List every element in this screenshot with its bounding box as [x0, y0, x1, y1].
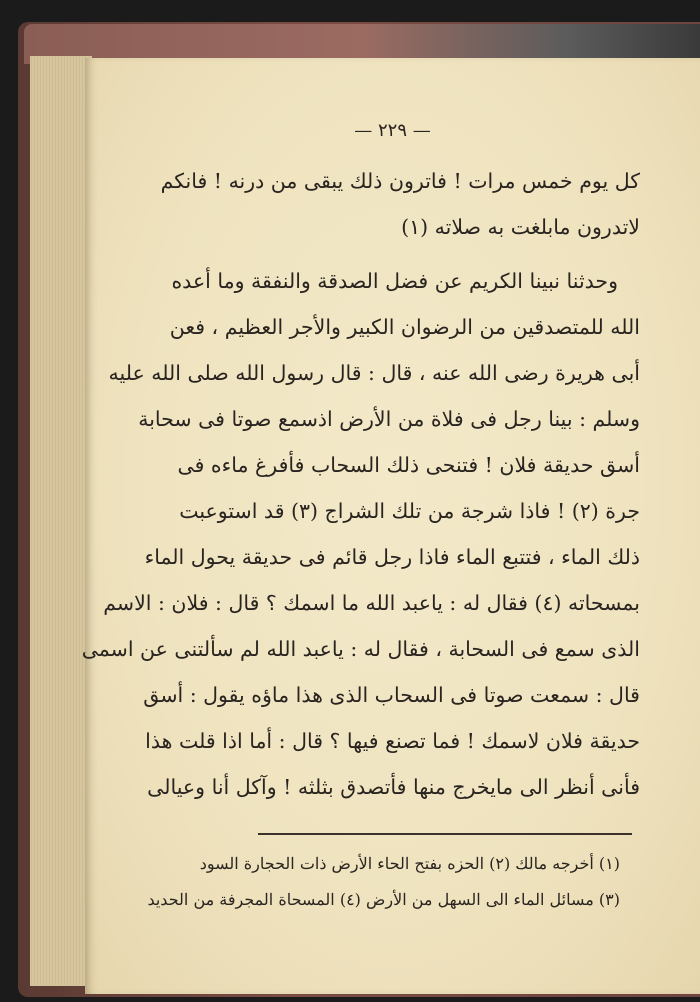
footnote-line: (٣) مسائل الماء الى السهل من الأرض (٤) المسحاة المجرفة من الحديد	[147, 890, 620, 909]
text-line: فأنى أنظر الى مايخرج منها فأتصدق بثلثه ! وآكل أنا وعيالى	[147, 775, 640, 799]
text-line: بمسحاته (٤) فقال له : ياعبد الله ما اسمك ؟ قال : فلان : الاسم	[103, 591, 640, 615]
text-line: الذى سمع فى السحابة ، فقال له : ياعبد الله لم سألتنى عن اسمى	[81, 637, 640, 661]
footnote-line: (١) أخرجه مالك (٢) الحزه بفتح الحاء الأرض ذات الحجارة السود	[199, 854, 620, 873]
footnotes	[147, 846, 620, 918]
text-line: كل يوم خمس مرات ! فاترون ذلك يبقى من درنه ! فانكم	[160, 169, 640, 193]
text-line: وسلم : بينا رجل فى فلاة من الأرض اذسمع صوتا فى سحابة	[138, 407, 640, 431]
footnote-divider	[258, 833, 632, 835]
page-number: — ٢٢٩ —	[354, 120, 431, 141]
text-line: أبى هريرة رضى الله عنه ، قال : قال رسول الله صلى الله عليه	[108, 361, 640, 385]
text-line: ذلك الماء ، فتتبع الماء فاذا رجل قائم فى حديقة يحول الماء	[144, 545, 640, 569]
text-line: وحدثنا نبينا الكريم عن فضل الصدقة والنفقة وما أعده	[171, 269, 618, 293]
body-text	[81, 158, 640, 810]
text-line: الله للمتصدقين من الرضوان الكبير والأجر العظيم ، فعن	[169, 315, 640, 339]
text-line: جرة (٢) ! فاذا شرجة من تلك الشراج (٣) قد استوعبت	[179, 499, 640, 523]
text-line: حديقة فلان لاسمك ! فما تصنع فيها ؟ قال : أما اذا قلت هذا	[145, 729, 640, 753]
text-line: أسق حديقة فلان ! فتنحى ذلك السحاب فأفرغ ماءه فى	[177, 453, 640, 477]
page-stack-edge	[30, 56, 92, 986]
text-line: لاتدرون مابلغت به صلاته (١)	[401, 215, 640, 239]
text-line: قال : سمعت صوتا فى السحاب الذى هذا ماؤه يقول : أسق	[143, 683, 640, 707]
